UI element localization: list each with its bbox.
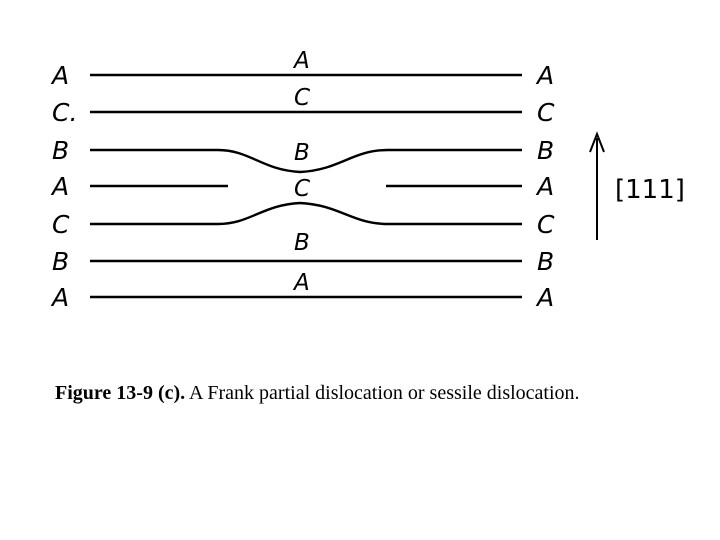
left-label: C. [52, 98, 78, 127]
direction-label: [111] [615, 175, 685, 205]
middle-label: B [294, 140, 310, 166]
right-label: A [537, 172, 555, 201]
middle-label: A [294, 270, 310, 296]
figure-caption [55, 382, 695, 405]
right-stacking-labels [535, 61, 555, 312]
right-label: A [537, 283, 555, 312]
plane-line-5-bent-down [90, 203, 522, 224]
direction-arrow [590, 134, 604, 240]
middle-label: C [294, 85, 311, 111]
left-label: A [52, 172, 70, 201]
left-label: B [52, 247, 70, 276]
middle-label: B [294, 230, 310, 256]
right-label: C [537, 210, 555, 239]
right-label: B [537, 136, 555, 165]
left-stacking-labels [50, 61, 77, 312]
caption-text: A Frank partial dislocation or sessile dislocation. [185, 382, 580, 404]
right-label: A [537, 61, 555, 90]
right-label: C [537, 98, 555, 127]
right-label: B [537, 247, 555, 276]
left-label: A [52, 61, 70, 90]
left-label: A [52, 283, 70, 312]
middle-label: C [294, 176, 311, 202]
left-label: C [52, 210, 70, 239]
figure-reference: Figure 13-9 (c). [55, 382, 186, 404]
middle-label: A [294, 48, 310, 74]
left-label: B [52, 136, 70, 165]
